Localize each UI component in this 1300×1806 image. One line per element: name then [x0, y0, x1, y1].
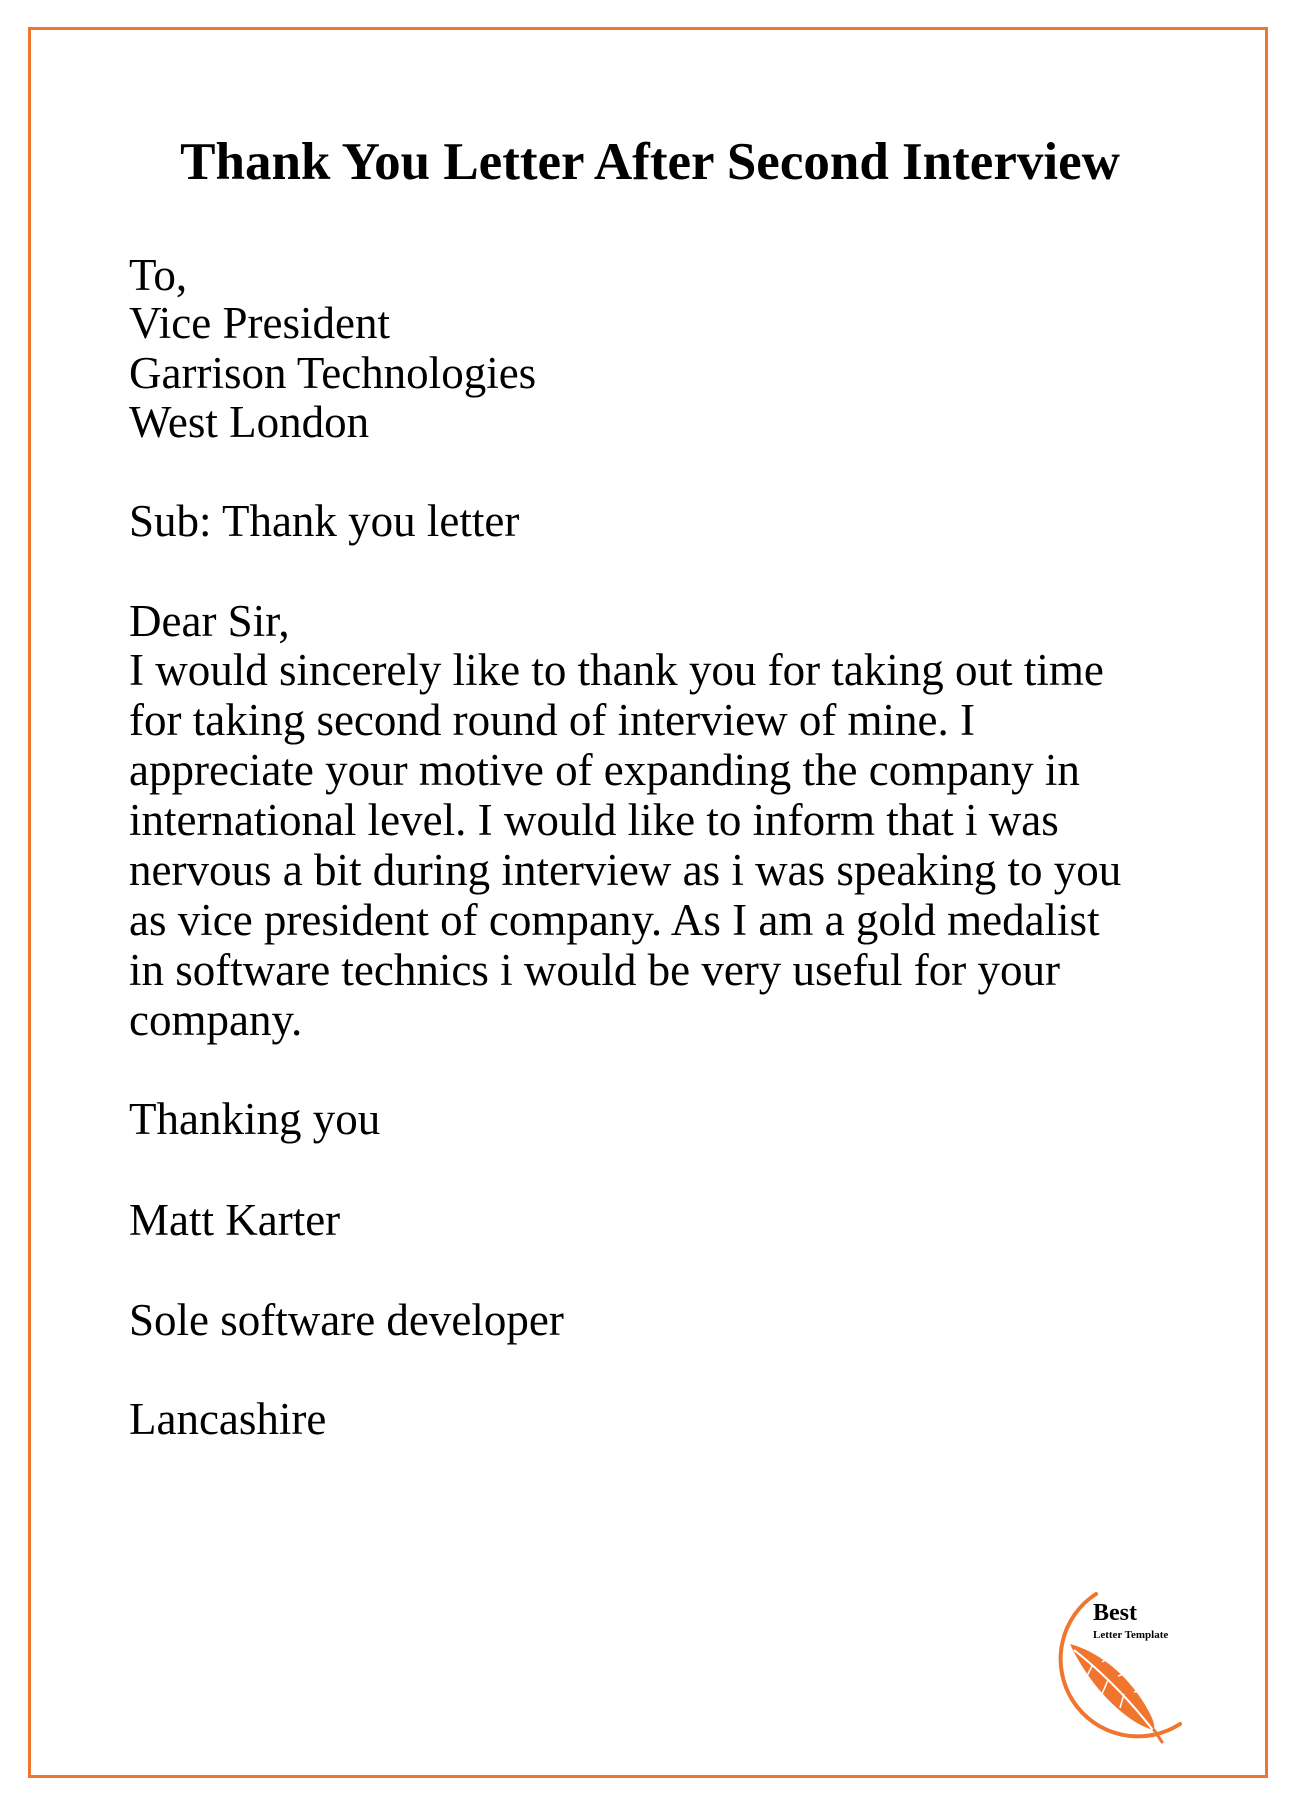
- feather-icon: [1070, 1644, 1162, 1742]
- body-line: company.: [129, 995, 303, 1045]
- recipient-to: To,: [129, 250, 188, 300]
- letter-closing: Thanking you: [129, 1094, 381, 1144]
- body-line: as vice president of company. As I am a gold medalist: [129, 895, 1100, 945]
- brand-logo: [1030, 1582, 1230, 1752]
- sender-title: Sole software developer: [129, 1295, 564, 1345]
- body-line: for taking second round of interview of mine. I: [129, 695, 976, 745]
- logo-tagline: Letter Template: [1093, 1629, 1169, 1641]
- letter-greeting: Dear Sir,: [129, 596, 290, 646]
- body-line: I would sincerely like to thank you for taking out time: [129, 645, 1104, 695]
- recipient-company: Garrison Technologies: [129, 348, 537, 398]
- recipient-location: West London: [129, 397, 370, 447]
- letter-subject: Sub: Thank you letter: [129, 496, 520, 546]
- sender-name: Matt Karter: [129, 1195, 341, 1245]
- logo-word: Best: [1093, 1600, 1137, 1626]
- body-line: in software technics i would be very useful for your: [129, 945, 1060, 995]
- page-title: Thank You Letter After Second Interview: [180, 133, 1120, 191]
- body-line: nervous a bit during interview as i was speaking to you: [129, 845, 1122, 895]
- sender-location: Lancashire: [129, 1394, 327, 1444]
- recipient-position: Vice President: [129, 298, 390, 348]
- body-line: appreciate your motive of expanding the company in: [129, 745, 1080, 795]
- body-line: international level. I would like to inform that i was: [129, 795, 1059, 845]
